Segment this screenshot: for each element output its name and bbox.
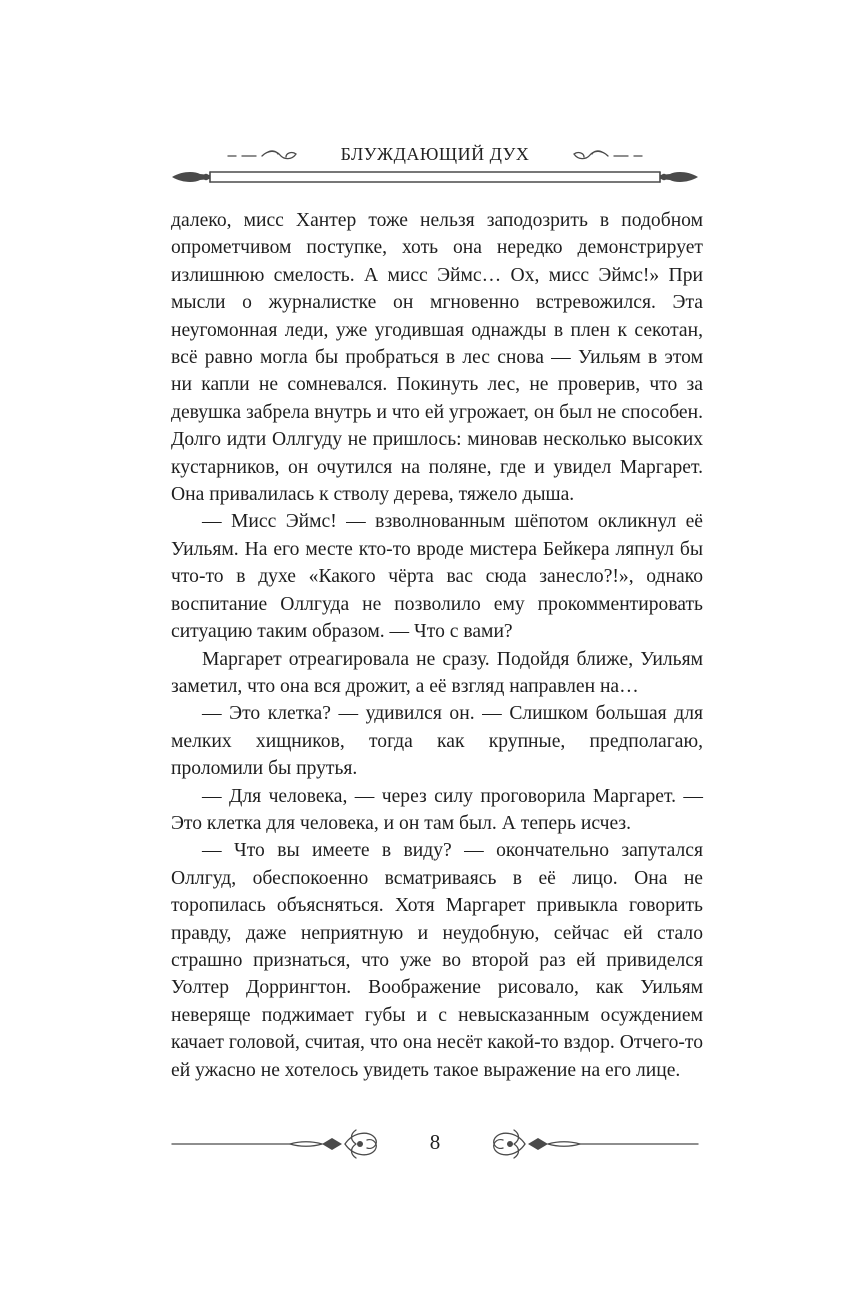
page-footer: [170, 1118, 700, 1172]
paragraph: — Мисс Эймс! — взволнованным шёпотом окликнул её Уильям. На его месте кто-то вроде мистера Бейкера ляпнул бы что-то в духе «Какого чёрта вас сюда занесло?!», однако воспитание Оллгуда не позволило ему прокомментировать ситуацию таким образом. — Что с вами?: [171, 511, 703, 643]
paragraph: Маргарет отреагировала не сразу. Подойдя ближе, Уильям заметил, что она вся дрожит, а её взгляд направлен на…: [171, 648, 703, 697]
header-ornament: [170, 130, 700, 200]
page-number: 8: [429, 1130, 441, 1154]
body-text: [171, 207, 703, 1084]
paragraph: — Это клетка? — удивился он. — Слишком большая для мелких хищников, тогда как крупные, предполагаю, проломили бы прутья.: [171, 703, 703, 780]
page-header: [170, 130, 700, 200]
paragraph: — Что вы имеете в виду? — окончательно запутался Оллгуд, обеспокоенно всматриваясь в её лицо. Она не торопилась объясняться. Хотя Маргарет привыкла говорить правду, даже неприятную и неудобную, сейчас ей стало страшно признаться, что уже во второй раз ей привиделся Уолтер Доррингтон. Воображение рисовало, как Уильям неверяще поджимает губы и с невысказанным осуждением качает головой, считая, что она несёт какой-то вздор. Отчего-то ей ужасно не хотелось увидеть такое выражение на его лице.: [171, 840, 703, 1081]
paragraph: — Для человека, — через силу проговорила Маргарет. — Это клетка для человека, и он там был. А теперь исчез.: [171, 785, 703, 834]
running-title: БЛУЖДАЮЩИЙ ДУХ: [340, 144, 530, 164]
paragraph: далеко, мисс Хантер тоже нельзя заподозрить в подобном опрометчивом поступке, хоть она нередко демонстрирует излишнюю смелость. А мисс Эймс… Ох, мисс Эймс!» При мысли о журналистке он мгновенно встревожился. Эта неугомонная леди, уже угодившая однажды в плен к секотан, всё равно могла бы пробраться в лес снова — Уильям в этом ни капли не сомневался. Покинуть лес, не проверив, что за девушка забрела внутрь и что ей угрожает, он был не способен. Долго идти Оллгуду не пришлось: миновав несколько высоких кустарников, он очутился на поляне, где и увидел Маргарет. Она привалилась к стволу дерева, тяжело дыша.: [171, 210, 703, 506]
